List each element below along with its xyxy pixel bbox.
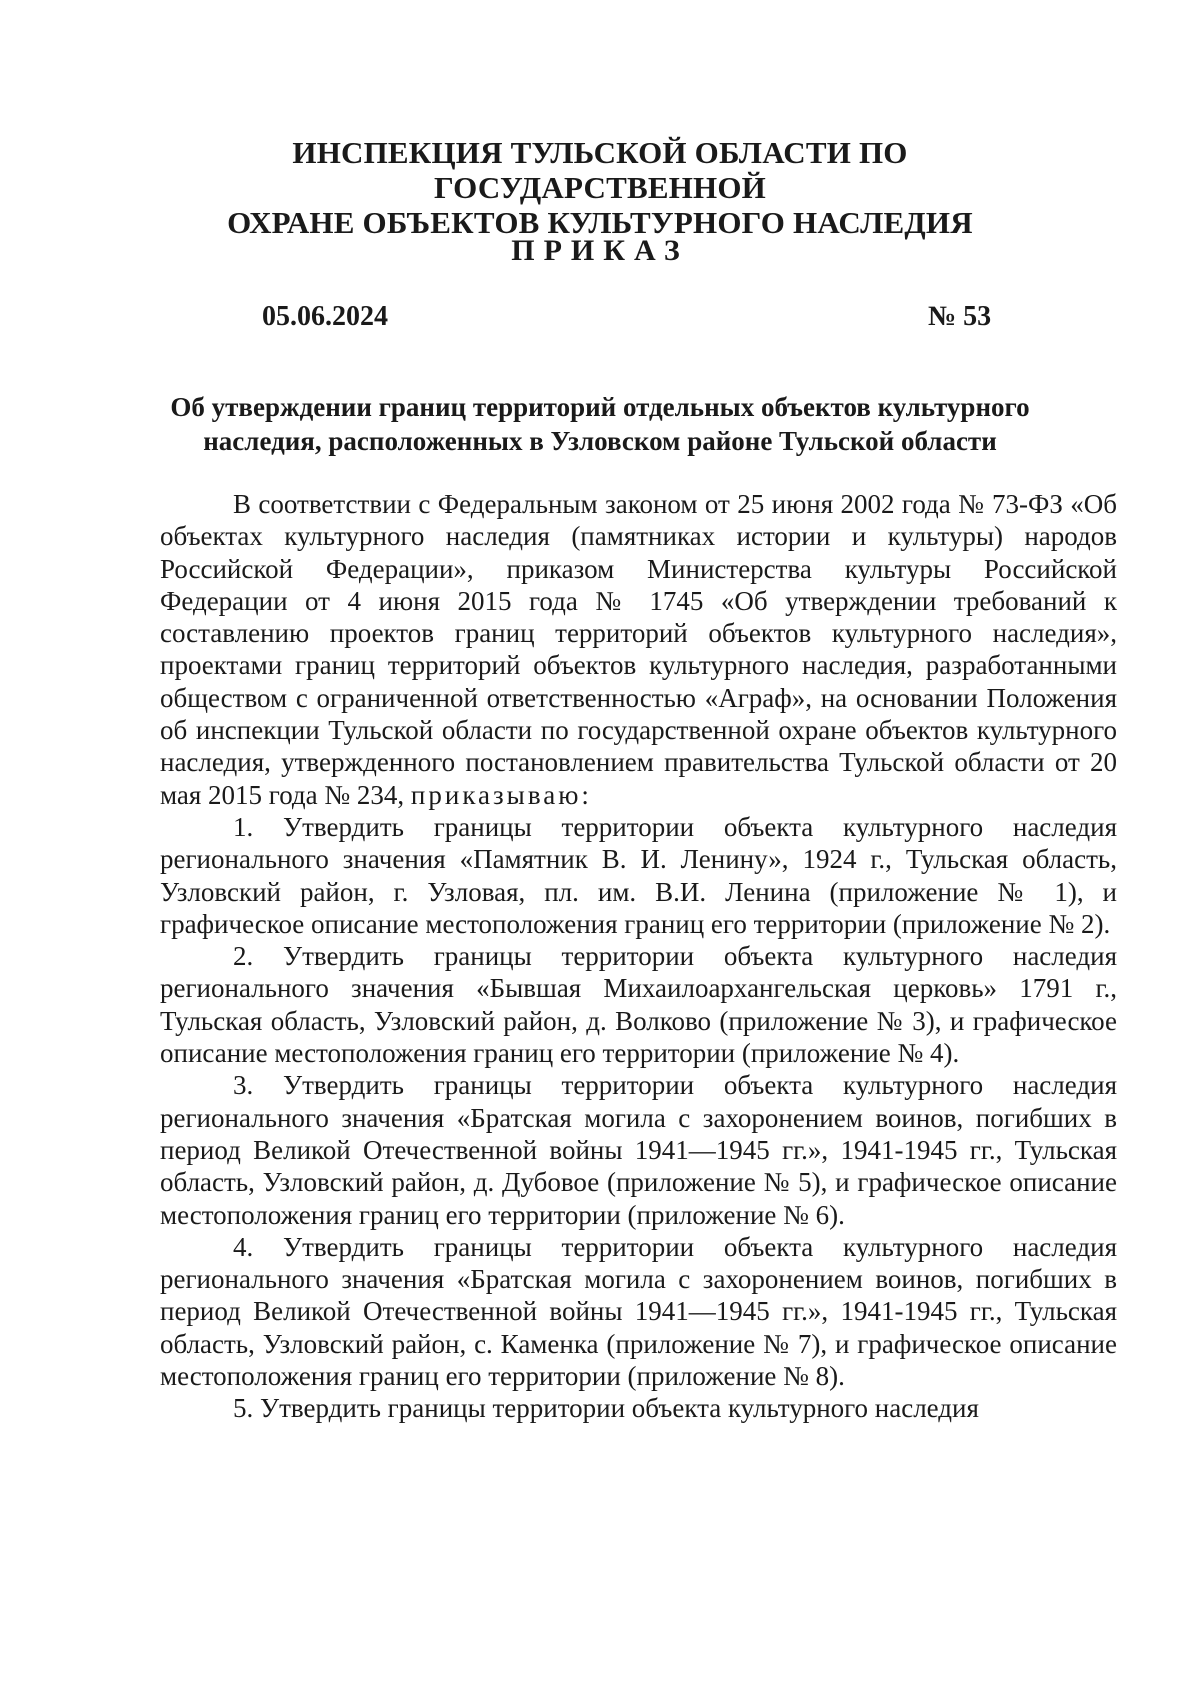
document-type: ПРИКАЗ <box>511 234 689 267</box>
preamble-paragraph <box>160 488 1117 811</box>
organization-title-line-1: ИНСПЕКЦИЯ ТУЛЬСКОЙ ОБЛАСТИ ПО ГОСУДАРСТВЕННОЙ <box>292 135 908 205</box>
document-subject-line-1: Об утверждении границ территорий отдельных объектов культурного <box>170 392 1030 422</box>
organization-title-line-2: ОХРАНЕ ОБЪЕКТОВ КУЛЬТУРНОГО НАСЛЕДИЯ <box>227 205 973 240</box>
order-item-4: 4. Утвердить границы территории объекта культурного наследия регионального значения «Братская могила с захоронением воинов, погибших в период Великой Отечественной войны 1941—1945 гг.», 1941-1945 гг., Тульская область, Узловский район, с. Каменка (приложение № 7), и графическое описание местоположения границ его территории (приложение № 8). <box>160 1231 1117 1392</box>
document-body <box>160 488 1117 1425</box>
order-word: приказываю: <box>410 779 592 810</box>
organization-title <box>150 135 1050 240</box>
document-date: 05.06.2024 <box>262 301 388 332</box>
order-item-2: 2. Утвердить границы территории объекта культурного наследия регионального значения «Бывшая Михаилоархангельская церковь» 1791 г., Тульская область, Узловский район, д. Волково (приложение № 3), и графическое описание местоположения границ его территории (приложение № 4). <box>160 941 1117 1069</box>
document-subject-line-2: наследия, расположенных в Узловском районе Тульской области <box>203 426 997 456</box>
order-item-1: 1. Утвердить границы территории объекта культурного наследия регионального значения «Памятник В. И. Ленину», 1924 г., Тульская область, Узловский район, г. Узловая, пл. им. В.И. Ленина (приложение № 1), и графическое описание местоположения границ его территории (приложение № 2). <box>160 811 1117 939</box>
document-number: № 53 <box>928 301 992 332</box>
order-items <box>160 811 1117 1425</box>
order-item-3: 3. Утвердить границы территории объекта культурного наследия регионального значения «Братская могила с захоронением воинов, погибших в период Великой Отечественной войны 1941—1945 гг.», 1941-1945 гг., Тульская область, Узловский район, д. Дубовое (приложение № 5), и графическое описание местоположения границ его территории (приложение № 6). <box>160 1070 1117 1230</box>
order-item-5: 5. Утвердить границы территории объекта культурного наследия <box>233 1393 979 1424</box>
document-subject <box>150 390 1050 458</box>
preamble-text: В соответствии с Федеральным законом от 25 июня 2002 года № 73-ФЗ «Об объектах культурного наследия (памятниках истории и культуры) народов Российской Федерации», приказом Министерства культуры Российской Федерации от 4 июня 2015 года № 1745 «Об утверждении требований к составлению проектов границ территорий объектов культурного наследия», проектами границ территорий объектов культурного наследия, разработанными обществом с ограниченной ответственностью «Аграф», на основании Положения об инспекции Тульской области по государственной охране объектов культурного наследия, утвержденного постановлением правительства Тульской области от 20 мая 2015 года № 234, <box>160 489 1117 810</box>
